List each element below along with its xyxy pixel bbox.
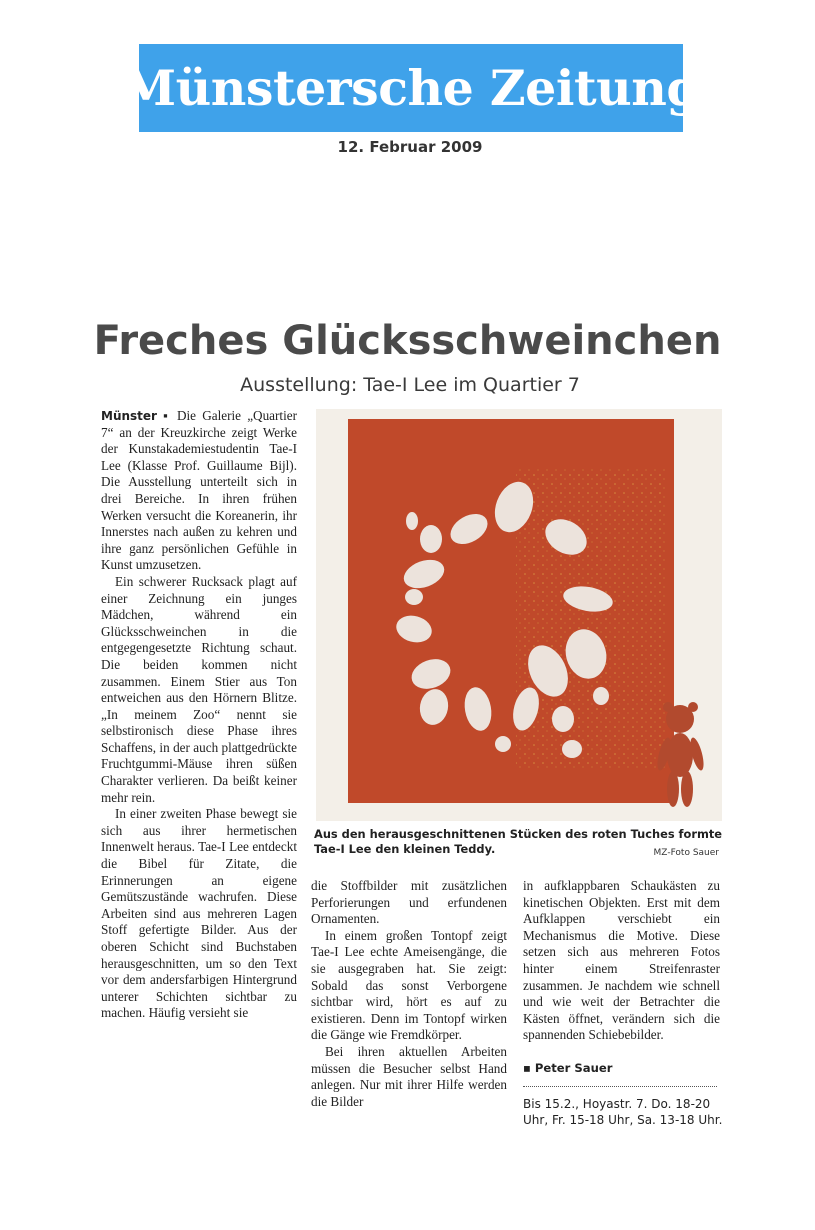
author-name: Peter Sauer <box>534 1061 613 1075</box>
article-paragraph: Münster ▪ Die Galerie „Quartier 7“ an der Kreuzkirche zeigt Werke der Kunstakademiestudentin Tae-I Lee (Klasse Prof. Guillaume Bijl). Die Ausstellung unterteilt sich in drei Bereiche. In ihren frühen Werken versucht die Koreanerin, ihr Innerstes nach außen zu kehren und ihre ganz persönlichen Gefühle in Kunst umzusetzen. <box>101 408 297 573</box>
article-headline: Freches Glücksschweinchen <box>93 318 722 364</box>
paragraph-text: Die Galerie „Quartier 7“ an der Kreuzkirche zeigt Werke der Kunstakademiestudentin Tae-I Lee (Klasse Prof. Guillaume Bijl). Die Ausstellung unterteilt sich in drei Bereiche. In ihren frühen Werken versucht die Koreanerin, ihr Innerstes nach außen zu kehren und ihre ganz persönlichen Gefühle in Kunst umzusetzen. <box>101 408 297 573</box>
exhibition-info-line: Bis 15.2., Hoyastr. 7. Do. 18-20 <box>523 1097 711 1111</box>
article-paragraph: in aufklappbaren Schaukästen zu kinetischen Objekten. Erst mit dem Aufklappen verschiebt ein Mechanismus die Motive. Diese setzen sich aus mehreren Fotos hinter einem Streifenraster zusammen. Je nachdem wie schnell und wie weit der Betrachter die Kästen öffnet, verändern sich die spannenden Schiebebilder. <box>523 878 720 1043</box>
article-column-3 <box>523 878 720 1044</box>
article-paragraph: In einer zweiten Phase bewegt sie sich aus ihrer hermetischen Innenwelt heraus. Tae-I Lee entdeckt die Bibel für Zitate, die Erinnerungen an eigene Gemütszustände wachrufen. Diese Arbeiten sind aus mehreren Lagen Stoff gefertigte Bilder. Aus der oberen Schicht sind Buchstaben herausgeschnitten, um so den Text vor dem andersfarbigen Hintergrund unterer Schichten sichtbar zu machen. Häufig versieht sie <box>101 806 297 1021</box>
newspaper-title: Münstersche Zeitung <box>121 59 701 117</box>
author-byline: ▪ Peter Sauer <box>523 1061 613 1075</box>
exhibition-info <box>523 1096 723 1128</box>
article-photo <box>316 409 722 821</box>
dateline: Münster <box>101 409 157 423</box>
article-paragraph: In einem großen Tontopf zeigt Tae-I Lee echte Ameisengänge, die sie ausgegraben hat. Sie zeigt: Sobald das sonst Verborgene sichtbar wird, hört es auf zu existieren. Denn im Tontopf wirken die Gänge wie Fremdkörper. <box>311 927 507 1043</box>
photo-credit: MZ-Foto Sauer <box>653 848 719 858</box>
dotted-divider <box>523 1086 717 1087</box>
article-subheadline: Ausstellung: Tae-I Lee im Quartier 7 <box>240 374 580 396</box>
issue-date: 12. Februar 2009 <box>337 138 483 156</box>
article-column-2 <box>311 878 507 1110</box>
photo-caption: Aus den herausgeschnittenen Stücken des roten Tuches formte Tae-I Lee den kleinen Teddy. <box>314 827 722 856</box>
artwork-illustration <box>316 409 722 821</box>
masthead <box>121 44 701 132</box>
article-paragraph: die Stoffbilder mit zusätzlichen Perforierungen und erfundenen Ornamenten. <box>311 878 507 927</box>
article-column-1 <box>101 408 297 1022</box>
exhibition-info-line: Uhr, Fr. 15-18 Uhr, Sa. 13-18 Uhr. <box>523 1113 723 1127</box>
article-paragraph: Bei ihren aktuellen Arbeiten müssen die Besucher selbst Hand anlegen. Nur mit ihrer Hilfe werden die Bilder <box>311 1043 507 1109</box>
article-paragraph: Ein schwerer Rucksack plagt auf einer Zeichnung ein junges Mädchen, während ein Glücksschweinchen in die entgegengesetzte Richtung schaut. Die beiden kommen nicht zusammen. Einem Stier aus Ton entweichen aus den Hörnern Blitze. „In meinem Zoo“ nennt sie selbstironisch diese Phase ihres Schaffens, in der auch plattgedrückte Fruchtgummi-Mäuse ihren süßen Charakter verlieren. Da beißt keiner mehr rein. <box>101 573 297 805</box>
